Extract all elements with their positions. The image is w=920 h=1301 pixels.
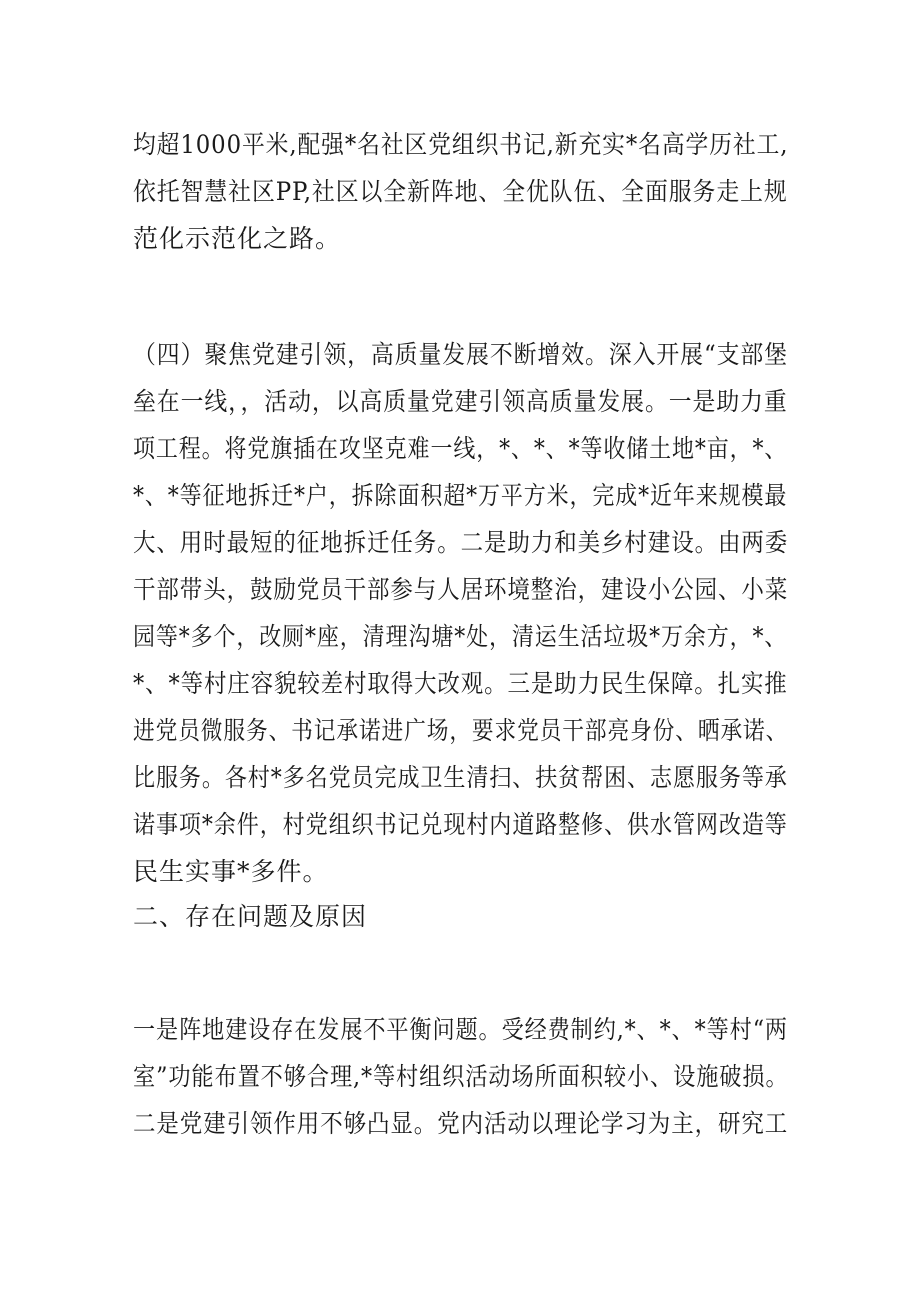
paragraph-2-line-11: 诺事项*余件，村党组织书记兑现村内道路整修、供水管网改造等 (133, 810, 788, 839)
paragraph-2-line-10: 比服务。各村*多名党员完成卫生清扫、扶贫帮困、志愿服务等承 (133, 763, 788, 792)
paragraph-2-line-7: 园等*多个，改厕*座，清理沟塘*处，清运生活垃圾*万余方，*、 (133, 622, 788, 651)
paragraph-3-line-1: 一是阵地建设存在发展不平衡问题。受经费制约,*、*、*等村“两 (133, 1015, 788, 1044)
paragraph-2-line-9: 进党员微服务、书记承诺进广场，要求党员干部亮身份、晒承诺、 (133, 716, 789, 745)
paragraph-2-line-1: （四）聚焦党建引领，高质量发展不断增效。深入开展“支部堡 (133, 340, 788, 369)
paragraph-1-line-1: 均超1000平米,配强*名社区党组织书记,新充实*名高学历社工, (133, 130, 789, 159)
paragraph-2-line-2: 垒在一线，，活动，以高质量党建引领高质量发展。一是助力重 (133, 387, 788, 416)
section-heading: 二、存在问题及原因 (133, 902, 368, 931)
paragraph-2-line-12: 民生实事*多件。 (133, 857, 329, 886)
paragraph-2-line-3: 项工程。将党旗插在攻坚克难一线，*、*、*等收储土地*亩，*、 (133, 434, 788, 463)
paragraph-2-line-8: *、*等村庄容貌较差村取得大改观。三是助力民生保障。扎实推 (133, 669, 788, 698)
paragraph-3-line-3: 二是党建引领作用不够凸显。党内活动以理论学习为主，研究工 (133, 1109, 789, 1138)
paragraph-1-line-3: 范化示范化之路。 (133, 224, 342, 253)
paragraph-1-line-2: 依托智慧社区PP,社区以全新阵地、全优队伍、全面服务走上规 (133, 177, 788, 206)
paragraph-2-line-6: 干部带头，鼓励党员干部参与人居环境整治，建设小公园、小菜 (133, 575, 789, 604)
paragraph-2-line-4: *、*等征地拆迁*户，拆除面积超*万平方米，完成*近年来规模最 (133, 481, 788, 510)
paragraph-3-line-2: 室”功能布置不够合理,*等村组织活动场所面积较小、设施破损。 (133, 1062, 789, 1091)
paragraph-2-line-5: 大、用时最短的征地拆迁任务。二是助力和美乡村建设。由两委 (133, 528, 789, 557)
